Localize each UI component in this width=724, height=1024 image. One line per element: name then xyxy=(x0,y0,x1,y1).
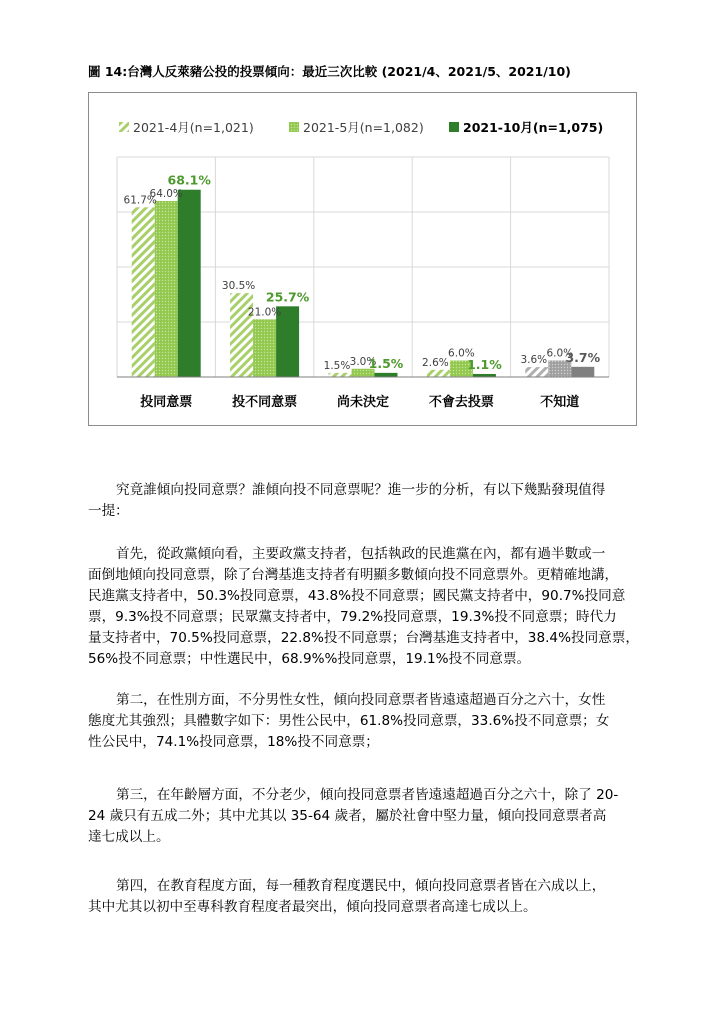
paragraph-line: 24 歲只有五成二外；其中尤其以 35-64 歲者，屬於社會中堅力量，傾向投同意票者高 xyxy=(88,808,607,824)
paragraph-line: 量支持者中，70.5%投同意票，22.8%投不同意票；台灣基進支持者中，38.4%投同意票， xyxy=(88,630,639,646)
paragraph-line: 第四，在教育程度方面，每一種教育程度選民中，傾向投同意票者皆在六成以上， xyxy=(116,878,606,894)
data-label: 3.6% xyxy=(520,354,548,367)
paragraph-line: 票，9.3%投不同意票；民眾黨支持者中，79.2%投同意票，19.3%投不同意票；時代力 xyxy=(88,609,617,625)
data-label: 6.0% xyxy=(546,347,574,360)
data-label: 3.7% xyxy=(565,349,601,365)
bar-2-2 xyxy=(253,319,276,377)
legend-swatch xyxy=(289,122,299,132)
data-label: 30.5% xyxy=(221,280,256,293)
data-label: 1.5% xyxy=(323,359,351,372)
paragraph-line: 第三，在年齡層方面，不分老少，傾向投同意票者皆遠遠超過百分之六十，除了 20- xyxy=(116,787,619,803)
data-label: 25.7% xyxy=(265,289,310,305)
paragraph-line: 一提： xyxy=(88,503,129,519)
bar-1-4 xyxy=(427,370,450,377)
data-label: 3.0% xyxy=(349,355,377,368)
bar-1-1 xyxy=(132,207,155,377)
bar-3-1 xyxy=(178,190,201,377)
bar-1-3 xyxy=(329,373,352,377)
paragraph-line: 達七成以上。 xyxy=(88,829,170,845)
paragraph-party xyxy=(88,544,640,670)
legend-swatch xyxy=(449,122,459,132)
data-label: 2.6% xyxy=(422,356,449,369)
category-label: 投同意票 xyxy=(140,395,193,410)
data-label: 64.0% xyxy=(149,188,183,200)
bar-1-5 xyxy=(525,367,548,377)
data-label: 6.0% xyxy=(448,347,475,360)
paragraph-line: 面倒地傾向投同意票，除了台灣基進支持者有明顯多數傾向投不同意票外。更精確地講， xyxy=(88,567,619,583)
paragraph-age xyxy=(88,785,640,848)
bar-3-5 xyxy=(571,367,594,377)
paragraph-line: 態度尤其強烈；具體數字如下：男性公民中，61.8%投同意票，33.6%投不同意票；女 xyxy=(88,713,610,729)
data-label: 1.1% xyxy=(467,356,502,372)
paragraph-line: 56%投不同意票；中性選民中，68.9%%投同意票，19.1%投不同意票。 xyxy=(88,651,531,667)
legend-label: 2021-10月(n=1,075) xyxy=(463,120,604,135)
paragraph-gender xyxy=(88,690,640,753)
bar-3-3 xyxy=(375,373,398,377)
paragraph-line: 首先，從政黨傾向看，主要政黨支持者，包括執政的民進黨在內，都有過半數或一 xyxy=(116,546,606,562)
category-label: 尚未決定 xyxy=(336,395,390,410)
data-label: 21.0% xyxy=(247,306,282,319)
paragraph-line: 其中尤其以初中至專科教育程度者最突出，傾向投同意票者高達七成以上。 xyxy=(88,899,537,915)
paragraph-education xyxy=(88,876,640,918)
figure-title: 圖 14:台灣人反萊豬公投的投票傾向：最近三次比較 (2021/4、2021/5、2021/10) xyxy=(88,64,571,79)
legend-label: 2021-5月(n=1,082) xyxy=(303,120,424,135)
bar-chart xyxy=(88,92,637,426)
paragraph-line: 性公民中，74.1%投同意票，18%投不同意票； xyxy=(88,734,379,750)
paragraph-intro xyxy=(88,480,668,522)
category-label: 不知道 xyxy=(540,395,580,410)
chart-svg xyxy=(89,93,638,427)
data-label: 61.7% xyxy=(123,194,157,207)
legend-label: 2021-4月(n=1,021) xyxy=(133,120,254,135)
paragraph-line: 第二，在性別方面，不分男性女性，傾向投同意票者皆遠遠超過百分之六十，女性 xyxy=(116,692,606,708)
data-label: 1.5% xyxy=(368,355,404,371)
data-label: 68.1% xyxy=(167,172,211,188)
category-label: 投不同意票 xyxy=(232,395,298,410)
bar-2-1 xyxy=(155,201,178,377)
paragraph-line: 民進黨支持者中，50.3%投同意票，43.8%投不同意票；國民黨支持者中，90.7%投同意 xyxy=(88,588,626,604)
category-label: 不會去投票 xyxy=(428,395,494,410)
paragraph-line: 究竟誰傾向投同意票？誰傾向投不同意票呢？進一步的分析，有以下幾點發現值得 xyxy=(116,482,606,498)
legend-swatch xyxy=(119,122,129,132)
